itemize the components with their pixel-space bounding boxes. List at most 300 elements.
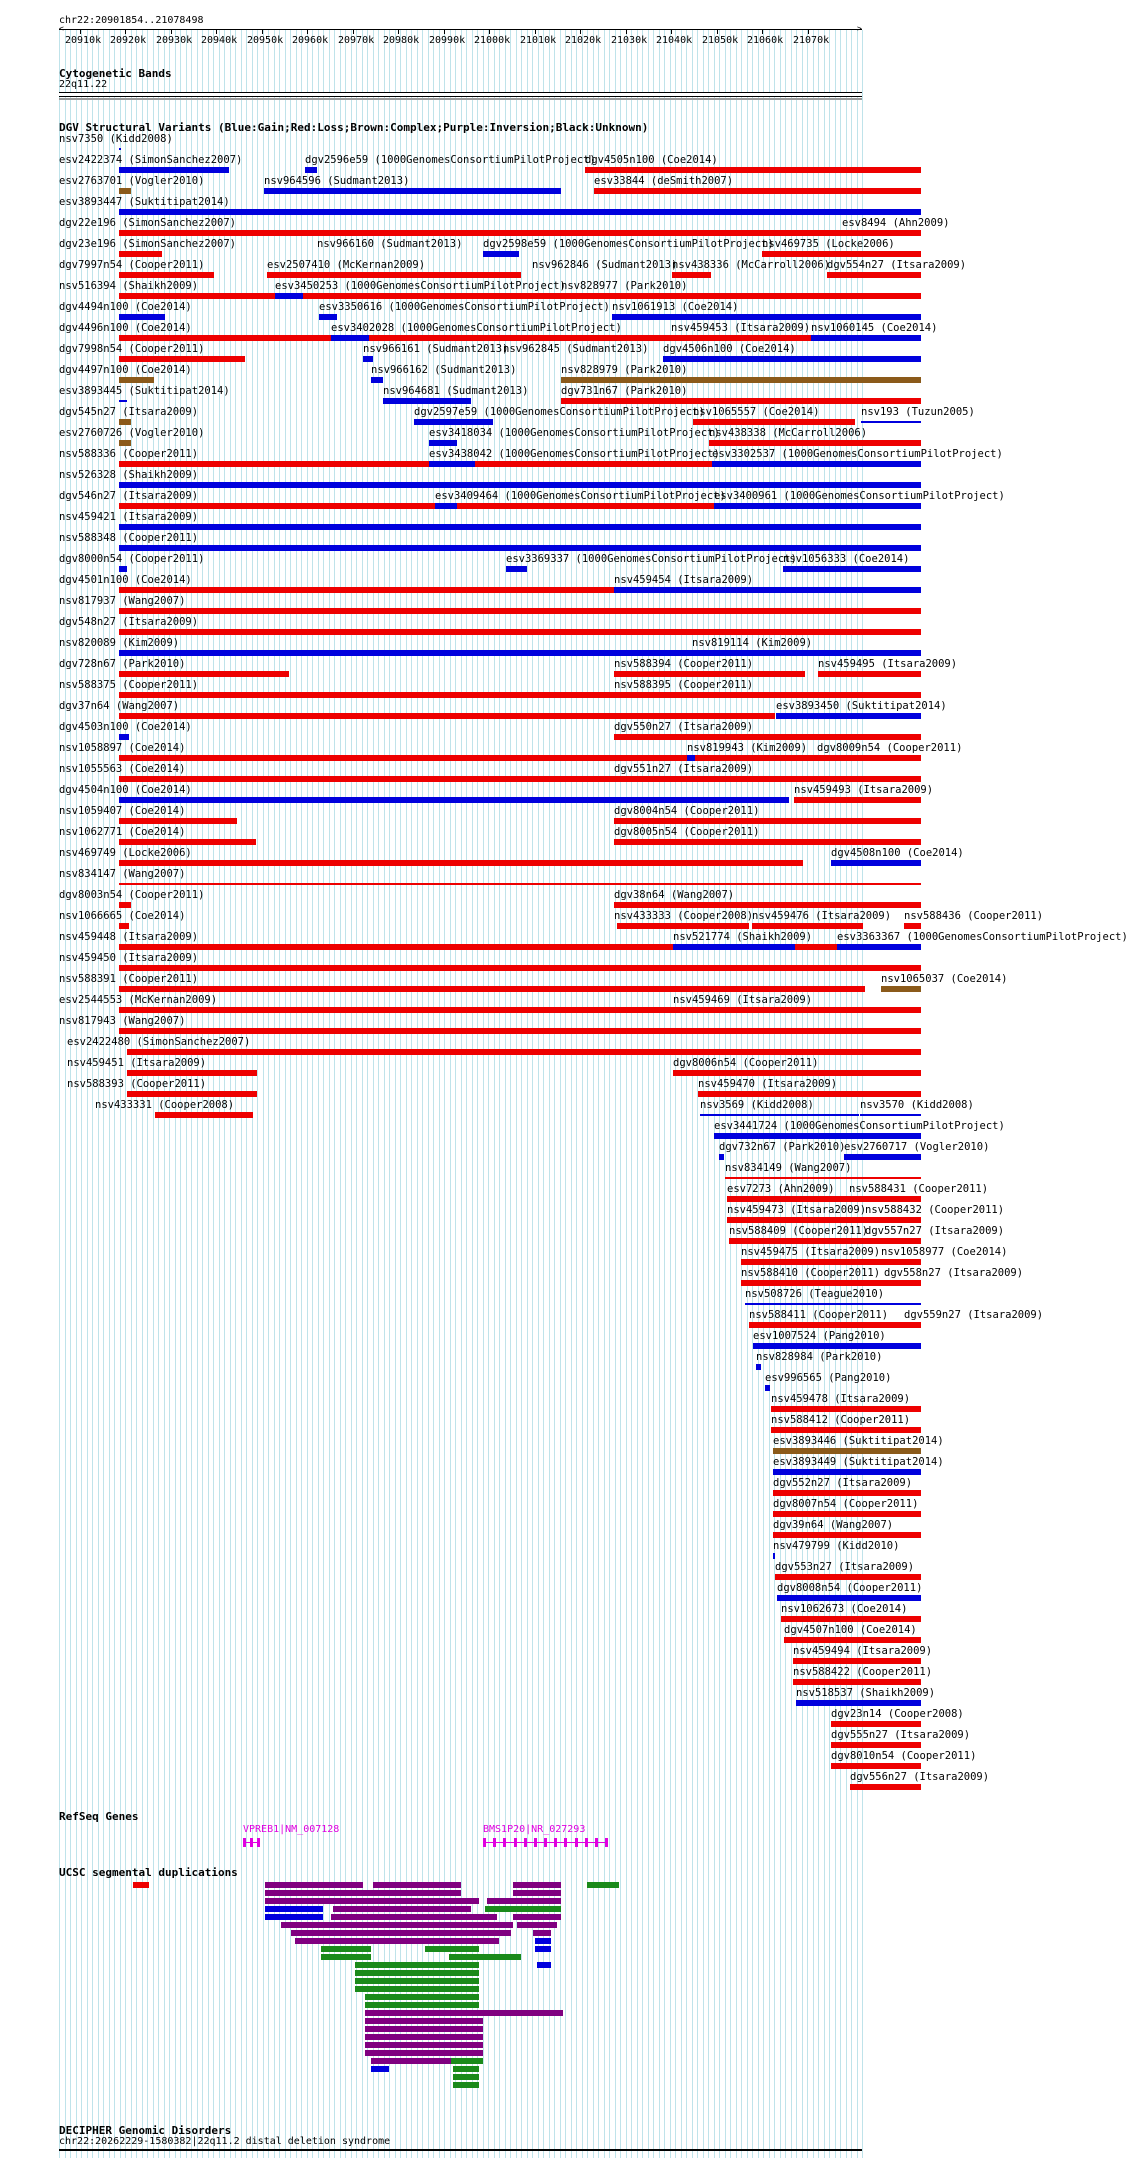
variant-label[interactable]: dgv732n67 (Park2010) (719, 1141, 846, 1153)
variant-label[interactable]: dgv728n67 (Park2010) (59, 658, 186, 670)
variant-bar[interactable] (784, 1637, 921, 1643)
segdup-block[interactable] (453, 2082, 479, 2088)
variant-label[interactable]: nsv962845 (Sudmant2013) (503, 343, 649, 355)
segdup-block[interactable] (451, 2058, 483, 2064)
variant-bar[interactable] (127, 1091, 257, 1097)
variant-bar[interactable] (773, 1553, 775, 1559)
variant-bar[interactable] (700, 1114, 859, 1116)
segdup-block[interactable] (425, 1946, 479, 1952)
variant-label[interactable]: dgv7998n54 (Cooper2011) (59, 343, 205, 355)
variant-label[interactable]: nsv7350 (Kidd2008) (59, 133, 173, 145)
variant-label[interactable]: esv2760717 (Vogler2010) (844, 1141, 990, 1153)
variant-bar[interactable] (777, 1595, 921, 1601)
variant-bar[interactable] (773, 1469, 921, 1475)
variant-label[interactable]: nsv459470 (Itsara2009) (698, 1078, 838, 1090)
variant-bar[interactable] (612, 314, 921, 320)
variant-label[interactable]: dgv558n27 (Itsara2009) (884, 1267, 1024, 1279)
variant-bar[interactable] (119, 251, 162, 257)
variant-bar[interactable] (831, 1721, 921, 1727)
variant-bar[interactable] (729, 1238, 921, 1244)
variant-label[interactable]: nsv479799 (Kidd2010) (773, 1540, 900, 1552)
variant-label[interactable]: nsv438336 (McCarroll2006) (672, 259, 831, 271)
variant-label[interactable]: nsv459493 (Itsara2009) (794, 784, 934, 796)
variant-label[interactable]: nsv526328 (Shaikh2009) (59, 469, 199, 481)
variant-bar[interactable] (506, 566, 527, 572)
variant-bar[interactable] (319, 314, 337, 320)
variant-bar[interactable] (687, 755, 695, 761)
segdup-block[interactable] (487, 1898, 561, 1904)
variant-bar[interactable] (831, 1742, 921, 1748)
variant-label[interactable]: nsv1055563 (Coe2014) (59, 763, 186, 775)
variant-bar[interactable] (614, 902, 921, 908)
variant-label[interactable]: nsv1065037 (Coe2014) (881, 973, 1008, 985)
variant-label[interactable]: dgv550n27 (Itsara2009) (614, 721, 754, 733)
variant-label[interactable]: nsv459448 (Itsara2009) (59, 931, 199, 943)
variant-label[interactable]: dgv8008n54 (Cooper2011) (777, 1582, 923, 1594)
variant-label[interactable]: dgv4505n100 (Coe2014) (585, 154, 718, 166)
variant-bar[interactable] (119, 230, 921, 236)
variant-label[interactable]: dgv731n67 (Park2010) (561, 385, 688, 397)
variant-label[interactable]: esv3450253 (1000GenomesConsortiumPilotProject) (275, 280, 566, 292)
variant-label[interactable]: dgv559n27 (Itsara2009) (904, 1309, 1044, 1321)
segdup-block[interactable] (371, 2066, 389, 2072)
variant-bar[interactable] (781, 1616, 921, 1622)
variant-label[interactable]: nsv459451 (Itsara2009) (67, 1057, 207, 1069)
variant-label[interactable]: dgv2596e59 (1000GenomesConsortiumPilotProject) (305, 154, 596, 166)
variant-label[interactable]: nsv469749 (Locke2006) (59, 847, 192, 859)
variant-bar[interactable] (752, 923, 863, 929)
variant-bar[interactable] (119, 671, 289, 677)
segdup-block[interactable] (331, 1914, 497, 1920)
variant-bar[interactable] (762, 251, 921, 257)
variant-label[interactable]: nsv966161 (Sudmant2013) (363, 343, 509, 355)
segdup-block[interactable] (333, 1906, 471, 1912)
variant-bar[interactable] (119, 965, 921, 971)
variant-bar[interactable] (119, 524, 921, 530)
variant-label[interactable]: nsv1059407 (Coe2014) (59, 805, 186, 817)
variant-label[interactable]: dgv8009n54 (Cooper2011) (817, 742, 963, 754)
variant-label[interactable]: esv3409464 (1000GenomesConsortiumPilotProject) (435, 490, 726, 502)
variant-label[interactable]: nsv1058977 (Coe2014) (881, 1246, 1008, 1258)
variant-label[interactable]: dgv8000n54 (Cooper2011) (59, 553, 205, 565)
segdup-block[interactable] (265, 1906, 323, 1912)
variant-bar[interactable] (119, 482, 921, 488)
variant-label[interactable]: nsv459454 (Itsara2009) (614, 574, 754, 586)
variant-label[interactable]: nsv1060145 (Coe2014) (811, 322, 938, 334)
variant-label[interactable]: nsv1065557 (Coe2014) (693, 406, 820, 418)
gene-label[interactable]: VPREB1|NM_007128 (243, 1824, 340, 1835)
variant-label[interactable]: esv33844 (deSmith2007) (594, 175, 734, 187)
segdup-block[interactable] (355, 1962, 479, 1968)
segdup-block[interactable] (449, 1954, 521, 1960)
variant-bar[interactable] (119, 377, 154, 383)
variant-label[interactable]: dgv553n27 (Itsara2009) (775, 1561, 915, 1573)
variant-label[interactable]: nsv819943 (Kim2009) (687, 742, 808, 754)
variant-label[interactable]: esv2422480 (SimonSanchez2007) (67, 1036, 251, 1048)
variant-label[interactable]: nsv459475 (Itsara2009) (741, 1246, 881, 1258)
variant-label[interactable]: dgv2598e59 (1000GenomesConsortiumPilotProject) (483, 238, 774, 250)
variant-bar[interactable] (709, 440, 921, 446)
variant-label[interactable]: nsv588394 (Cooper2011) (614, 658, 754, 670)
segdup-block[interactable] (513, 1882, 561, 1888)
segdup-block[interactable] (535, 1938, 551, 1944)
variant-label[interactable]: nsv817937 (Wang2007) (59, 595, 186, 607)
segdup-block[interactable] (291, 1930, 511, 1936)
variant-bar[interactable] (827, 272, 921, 278)
variant-label[interactable]: nsv588432 (Cooper2011) (865, 1204, 1005, 1216)
variant-label[interactable]: nsv962846 (Sudmant2013) (532, 259, 678, 271)
variant-bar[interactable] (773, 1448, 921, 1454)
segdup-block[interactable] (365, 1994, 479, 2000)
variant-label[interactable]: nsv819114 (Kim2009) (692, 637, 813, 649)
variant-label[interactable]: nsv966160 (Sudmant2013) (317, 238, 463, 250)
variant-bar[interactable] (561, 377, 921, 383)
segdup-block[interactable] (365, 2034, 483, 2040)
variant-bar[interactable] (783, 566, 921, 572)
variant-label[interactable]: nsv834149 (Wang2007) (725, 1162, 852, 1174)
variant-bar[interactable] (693, 419, 855, 425)
variant-bar[interactable] (793, 1679, 921, 1685)
variant-bar[interactable] (818, 671, 921, 677)
segdup-block[interactable] (453, 2066, 479, 2072)
variant-label[interactable]: nsv588336 (Cooper2011) (59, 448, 199, 460)
segdup-block[interactable] (485, 1906, 561, 1912)
variant-bar[interactable] (119, 356, 245, 362)
variant-label[interactable]: nsv1061913 (Coe2014) (612, 301, 739, 313)
variant-bar[interactable] (594, 188, 921, 194)
variant-bar[interactable] (119, 629, 921, 635)
variant-label[interactable]: esv8494 (Ahn2009) (842, 217, 950, 229)
variant-bar[interactable] (119, 944, 921, 950)
variant-label[interactable]: dgv7997n54 (Cooper2011) (59, 259, 205, 271)
variant-label[interactable]: nsv588395 (Cooper2011) (614, 679, 754, 691)
variant-bar[interactable] (861, 421, 921, 423)
variant-label[interactable]: nsv1062673 (Coe2014) (781, 1603, 908, 1615)
segdup-block[interactable] (265, 1882, 363, 1888)
variant-label[interactable]: dgv4508n100 (Coe2014) (831, 847, 964, 859)
variant-label[interactable]: nsv588375 (Cooper2011) (59, 679, 199, 691)
variant-bar[interactable] (844, 1154, 921, 1160)
variant-label[interactable]: nsv588411 (Cooper2011) (749, 1309, 889, 1321)
variant-label[interactable]: dgv4506n100 (Coe2014) (663, 343, 796, 355)
variant-bar[interactable] (831, 1763, 921, 1769)
segdup-block[interactable] (365, 2026, 483, 2032)
variant-label[interactable]: nsv966162 (Sudmant2013) (371, 364, 517, 376)
variant-label[interactable]: nsv828984 (Park2010) (756, 1351, 883, 1363)
variant-label[interactable]: esv3893449 (Suktitipat2014) (773, 1456, 944, 1468)
variant-bar[interactable] (771, 1406, 921, 1412)
variant-label[interactable]: nsv588431 (Cooper2011) (849, 1183, 989, 1195)
variant-bar[interactable] (119, 314, 165, 320)
variant-label[interactable]: nsv459453 (Itsara2009) (671, 322, 811, 334)
variant-bar[interactable] (119, 167, 229, 173)
variant-label[interactable]: nsv433333 (Cooper2008) (614, 910, 754, 922)
variant-bar[interactable] (585, 167, 921, 173)
variant-label[interactable]: dgv37n64 (Wang2007) (59, 700, 180, 712)
segdup-block[interactable] (365, 2050, 483, 2056)
variant-label[interactable]: dgv2597e59 (1000GenomesConsortiumPilotProject) (414, 406, 705, 418)
variant-bar[interactable] (119, 902, 131, 908)
variant-bar[interactable] (429, 461, 475, 467)
variant-bar[interactable] (727, 1196, 921, 1202)
variant-label[interactable]: esv3893447 (Suktitipat2014) (59, 196, 230, 208)
variant-bar[interactable] (119, 734, 129, 740)
variant-label[interactable]: esv2763701 (Vogler2010) (59, 175, 205, 187)
segdup-block[interactable] (365, 2010, 563, 2016)
variant-bar[interactable] (119, 566, 127, 572)
variant-label[interactable]: nsv433331 (Cooper2008) (95, 1099, 235, 1111)
decipher-item[interactable]: chr22:20262229-1580382|22q11.2 distal deletion syndrome (59, 2136, 391, 2147)
segdup-block[interactable] (281, 1922, 513, 1928)
segdup-block[interactable] (265, 1914, 323, 1920)
variant-bar[interactable] (719, 1154, 724, 1160)
variant-bar[interactable] (727, 1217, 921, 1223)
variant-label[interactable]: dgv552n27 (Itsara2009) (773, 1477, 913, 1489)
segdup-block[interactable] (365, 2002, 479, 2008)
variant-label[interactable]: nsv193 (Tuzun2005) (861, 406, 975, 418)
variant-label[interactable]: nsv964596 (Sudmant2013) (264, 175, 410, 187)
variant-bar[interactable] (745, 1303, 921, 1305)
variant-bar[interactable] (614, 839, 921, 845)
variant-label[interactable]: esv2507410 (McKernan2009) (267, 259, 426, 271)
variant-label[interactable]: esv3350616 (1000GenomesConsortiumPilotProject) (319, 301, 610, 313)
variant-bar[interactable] (614, 818, 921, 824)
variant-label[interactable]: dgv4503n100 (Coe2014) (59, 721, 192, 733)
variant-bar[interactable] (756, 1364, 761, 1370)
segdup-block[interactable] (295, 1938, 499, 1944)
variant-label[interactable]: nsv964681 (Sudmant2013) (383, 385, 529, 397)
variant-label[interactable]: esv2544553 (McKernan2009) (59, 994, 218, 1006)
variant-label[interactable]: dgv551n27 (Itsara2009) (614, 763, 754, 775)
variant-bar[interactable] (127, 1049, 921, 1055)
segdup-block[interactable] (265, 1890, 461, 1896)
variant-label[interactable]: nsv459495 (Itsara2009) (818, 658, 958, 670)
variant-bar[interactable] (673, 944, 795, 950)
variant-bar[interactable] (331, 335, 369, 341)
variant-bar[interactable] (119, 1007, 921, 1013)
base-ruler[interactable] (0, 0, 890, 50)
variant-bar[interactable] (771, 1427, 921, 1433)
variant-bar[interactable] (831, 860, 921, 866)
variant-bar[interactable] (119, 713, 775, 719)
variant-label[interactable]: dgv545n27 (Itsara2009) (59, 406, 199, 418)
variant-bar[interactable] (275, 293, 303, 299)
variant-bar[interactable] (119, 419, 131, 425)
variant-label[interactable]: nsv1058897 (Coe2014) (59, 742, 186, 754)
variant-label[interactable]: dgv548n27 (Itsara2009) (59, 616, 199, 628)
variant-label[interactable]: dgv8010n54 (Cooper2011) (831, 1750, 977, 1762)
variant-label[interactable]: nsv588436 (Cooper2011) (904, 910, 1044, 922)
segdup-block[interactable] (513, 1890, 561, 1896)
variant-bar[interactable] (837, 944, 921, 950)
variant-bar[interactable] (793, 1658, 921, 1664)
variant-bar[interactable] (850, 1784, 921, 1790)
variant-label[interactable]: esv3400961 (1000GenomesConsortiumPilotProject) (714, 490, 1005, 502)
variant-bar[interactable] (794, 797, 921, 803)
variant-bar[interactable] (614, 671, 805, 677)
variant-label[interactable]: esv3402028 (1000GenomesConsortiumPilotProject) (331, 322, 622, 334)
variant-label[interactable]: nsv459473 (Itsara2009) (727, 1204, 867, 1216)
segdup-block[interactable] (587, 1882, 619, 1888)
variant-label[interactable]: nsv469735 (Locke2006) (762, 238, 895, 250)
variant-bar[interactable] (119, 883, 921, 885)
variant-label[interactable]: esv3418034 (1000GenomesConsortiumPilotProject) (429, 427, 720, 439)
variant-label[interactable]: dgv23n14 (Cooper2008) (831, 1708, 964, 1720)
segdup-block[interactable] (355, 1978, 479, 1984)
variant-bar[interactable] (371, 377, 383, 383)
variant-label[interactable]: nsv588348 (Cooper2011) (59, 532, 199, 544)
variant-bar[interactable] (119, 818, 237, 824)
variant-bar[interactable] (775, 1574, 921, 1580)
variant-bar[interactable] (776, 713, 921, 719)
variant-bar[interactable] (614, 734, 921, 740)
variant-bar[interactable] (741, 1259, 921, 1265)
variant-label[interactable]: dgv556n27 (Itsara2009) (850, 1771, 990, 1783)
variant-label[interactable]: dgv22e196 (SimonSanchez2007) (59, 217, 237, 229)
variant-bar[interactable] (383, 398, 471, 404)
variant-bar[interactable] (119, 1028, 921, 1034)
variant-bar[interactable] (773, 1532, 921, 1538)
variant-label[interactable]: nsv1066665 (Coe2014) (59, 910, 186, 922)
variant-bar[interactable] (741, 1280, 921, 1286)
segdup-block[interactable] (265, 1898, 479, 1904)
variant-label[interactable]: dgv554n27 (Itsara2009) (827, 259, 967, 271)
variant-bar[interactable] (617, 923, 749, 929)
variant-bar[interactable] (811, 335, 921, 341)
variant-bar[interactable] (119, 797, 789, 803)
segdup-block[interactable] (533, 1930, 551, 1936)
variant-bar[interactable] (561, 293, 921, 299)
variant-label[interactable]: dgv4497n100 (Coe2014) (59, 364, 192, 376)
variant-label[interactable]: dgv8005n54 (Cooper2011) (614, 826, 760, 838)
segdup-block[interactable] (365, 2018, 483, 2024)
variant-bar[interactable] (672, 272, 711, 278)
variant-label[interactable]: nsv588422 (Cooper2011) (793, 1666, 933, 1678)
variant-bar[interactable] (673, 1070, 921, 1076)
variant-bar[interactable] (264, 188, 561, 194)
variant-bar[interactable] (712, 461, 921, 467)
variant-bar[interactable] (119, 986, 865, 992)
variant-bar[interactable] (765, 1385, 770, 1391)
variant-label[interactable]: nsv459450 (Itsara2009) (59, 952, 199, 964)
variant-label[interactable]: esv2760726 (Vogler2010) (59, 427, 205, 439)
variant-label[interactable]: nsv828979 (Park2010) (561, 364, 688, 376)
variant-bar[interactable] (881, 986, 921, 992)
variant-bar[interactable] (860, 1114, 921, 1116)
variant-bar[interactable] (119, 545, 921, 551)
variant-bar[interactable] (749, 1322, 921, 1328)
segdup-block[interactable] (321, 1954, 371, 1960)
variant-label[interactable]: nsv588412 (Cooper2011) (771, 1414, 911, 1426)
variant-label[interactable]: nsv588409 (Cooper2011) (729, 1225, 869, 1237)
variant-label[interactable]: nsv834147 (Wang2007) (59, 868, 186, 880)
variant-label[interactable]: nsv459469 (Itsara2009) (673, 994, 813, 1006)
variant-label[interactable]: esv7273 (Ahn2009) (727, 1183, 835, 1195)
variant-bar[interactable] (435, 503, 457, 509)
variant-label[interactable]: dgv8006n54 (Cooper2011) (673, 1057, 819, 1069)
segdup-block[interactable] (513, 1914, 561, 1920)
variant-bar[interactable] (429, 440, 457, 446)
variant-label[interactable]: dgv39n64 (Wang2007) (773, 1519, 894, 1531)
variant-bar[interactable] (119, 755, 921, 761)
variant-bar[interactable] (414, 419, 493, 425)
variant-label[interactable]: nsv820089 (Kim2009) (59, 637, 180, 649)
variant-bar[interactable] (119, 400, 127, 402)
variant-bar[interactable] (904, 923, 921, 929)
variant-bar[interactable] (119, 839, 256, 845)
variant-bar[interactable] (561, 398, 921, 404)
variant-label[interactable]: esv1007524 (Pang2010) (753, 1330, 886, 1342)
variant-label[interactable]: nsv588393 (Cooper2011) (67, 1078, 207, 1090)
variant-label[interactable]: esv3363367 (1000GenomesConsortiumPilotProject) (837, 931, 1128, 943)
variant-label[interactable]: nsv588410 (Cooper2011) (741, 1267, 881, 1279)
variant-label[interactable]: dgv4496n100 (Coe2014) (59, 322, 192, 334)
variant-bar[interactable] (817, 755, 921, 761)
variant-label[interactable]: esv3893446 (Suktitipat2014) (773, 1435, 944, 1447)
variant-label[interactable]: dgv546n27 (Itsara2009) (59, 490, 199, 502)
variant-label[interactable]: nsv3570 (Kidd2008) (860, 1099, 974, 1111)
gene-label[interactable]: BMS1P20|NR_027293 (483, 1824, 586, 1835)
variant-bar[interactable] (725, 1177, 921, 1179)
variant-bar[interactable] (714, 503, 921, 509)
variant-bar[interactable] (363, 356, 373, 362)
variant-label[interactable]: nsv521774 (Shaikh2009) (673, 931, 813, 943)
variant-bar[interactable] (714, 1133, 921, 1139)
variant-bar[interactable] (119, 776, 921, 782)
variant-label[interactable]: nsv817943 (Wang2007) (59, 1015, 186, 1027)
variant-label[interactable]: esv3302537 (1000GenomesConsortiumPilotProject) (712, 448, 1003, 460)
segdup-block[interactable] (321, 1946, 371, 1952)
variant-label[interactable]: nsv459494 (Itsara2009) (793, 1645, 933, 1657)
variant-bar[interactable] (119, 860, 803, 866)
variant-bar[interactable] (773, 1511, 921, 1517)
variant-label[interactable]: dgv8003n54 (Cooper2011) (59, 889, 205, 901)
variant-label[interactable]: nsv1062771 (Coe2014) (59, 826, 186, 838)
cytoband-bar[interactable] (59, 92, 862, 97)
variant-label[interactable]: nsv459478 (Itsara2009) (771, 1393, 911, 1405)
variant-label[interactable]: dgv8004n54 (Cooper2011) (614, 805, 760, 817)
variant-bar[interactable] (267, 272, 521, 278)
variant-label[interactable]: dgv38n64 (Wang2007) (614, 889, 735, 901)
variant-label[interactable]: nsv438338 (McCarroll2006) (709, 427, 868, 439)
decipher-bar[interactable] (59, 2149, 862, 2151)
variant-bar[interactable] (773, 1490, 921, 1496)
variant-label[interactable]: dgv4504n100 (Coe2014) (59, 784, 192, 796)
variant-bar[interactable] (119, 272, 214, 278)
variant-bar[interactable] (119, 923, 129, 929)
variant-label[interactable]: dgv4507n100 (Coe2014) (784, 1624, 917, 1636)
variant-label[interactable]: esv3893450 (Suktitipat2014) (776, 700, 947, 712)
variant-label[interactable]: dgv557n27 (Itsara2009) (865, 1225, 1005, 1237)
variant-label[interactable]: esv3369337 (1000GenomesConsortiumPilotProject) (506, 553, 797, 565)
segdup-block[interactable] (355, 1970, 479, 1976)
variant-label[interactable]: esv3441724 (1000GenomesConsortiumPilotProject) (714, 1120, 1005, 1132)
variant-label[interactable]: esv2422374 (SimonSanchez2007) (59, 154, 243, 166)
variant-bar[interactable] (698, 1091, 921, 1097)
variant-label[interactable]: nsv1056333 (Coe2014) (783, 553, 910, 565)
segdup-block[interactable] (453, 2074, 479, 2080)
variant-bar[interactable] (119, 188, 131, 194)
variant-bar[interactable] (119, 692, 921, 698)
variant-label[interactable]: nsv516394 (Shaikh2009) (59, 280, 199, 292)
segdup-block[interactable] (535, 1946, 551, 1952)
variant-bar[interactable] (614, 587, 921, 593)
variant-label[interactable]: nsv508726 (Teague2010) (745, 1288, 885, 1300)
variant-label[interactable]: nsv828977 (Park2010) (561, 280, 688, 292)
variant-label[interactable]: esv3438042 (1000GenomesConsortiumPilotProject) (429, 448, 720, 460)
variant-label[interactable]: nsv518537 (Shaikh2009) (796, 1687, 936, 1699)
variant-bar[interactable] (119, 608, 921, 614)
